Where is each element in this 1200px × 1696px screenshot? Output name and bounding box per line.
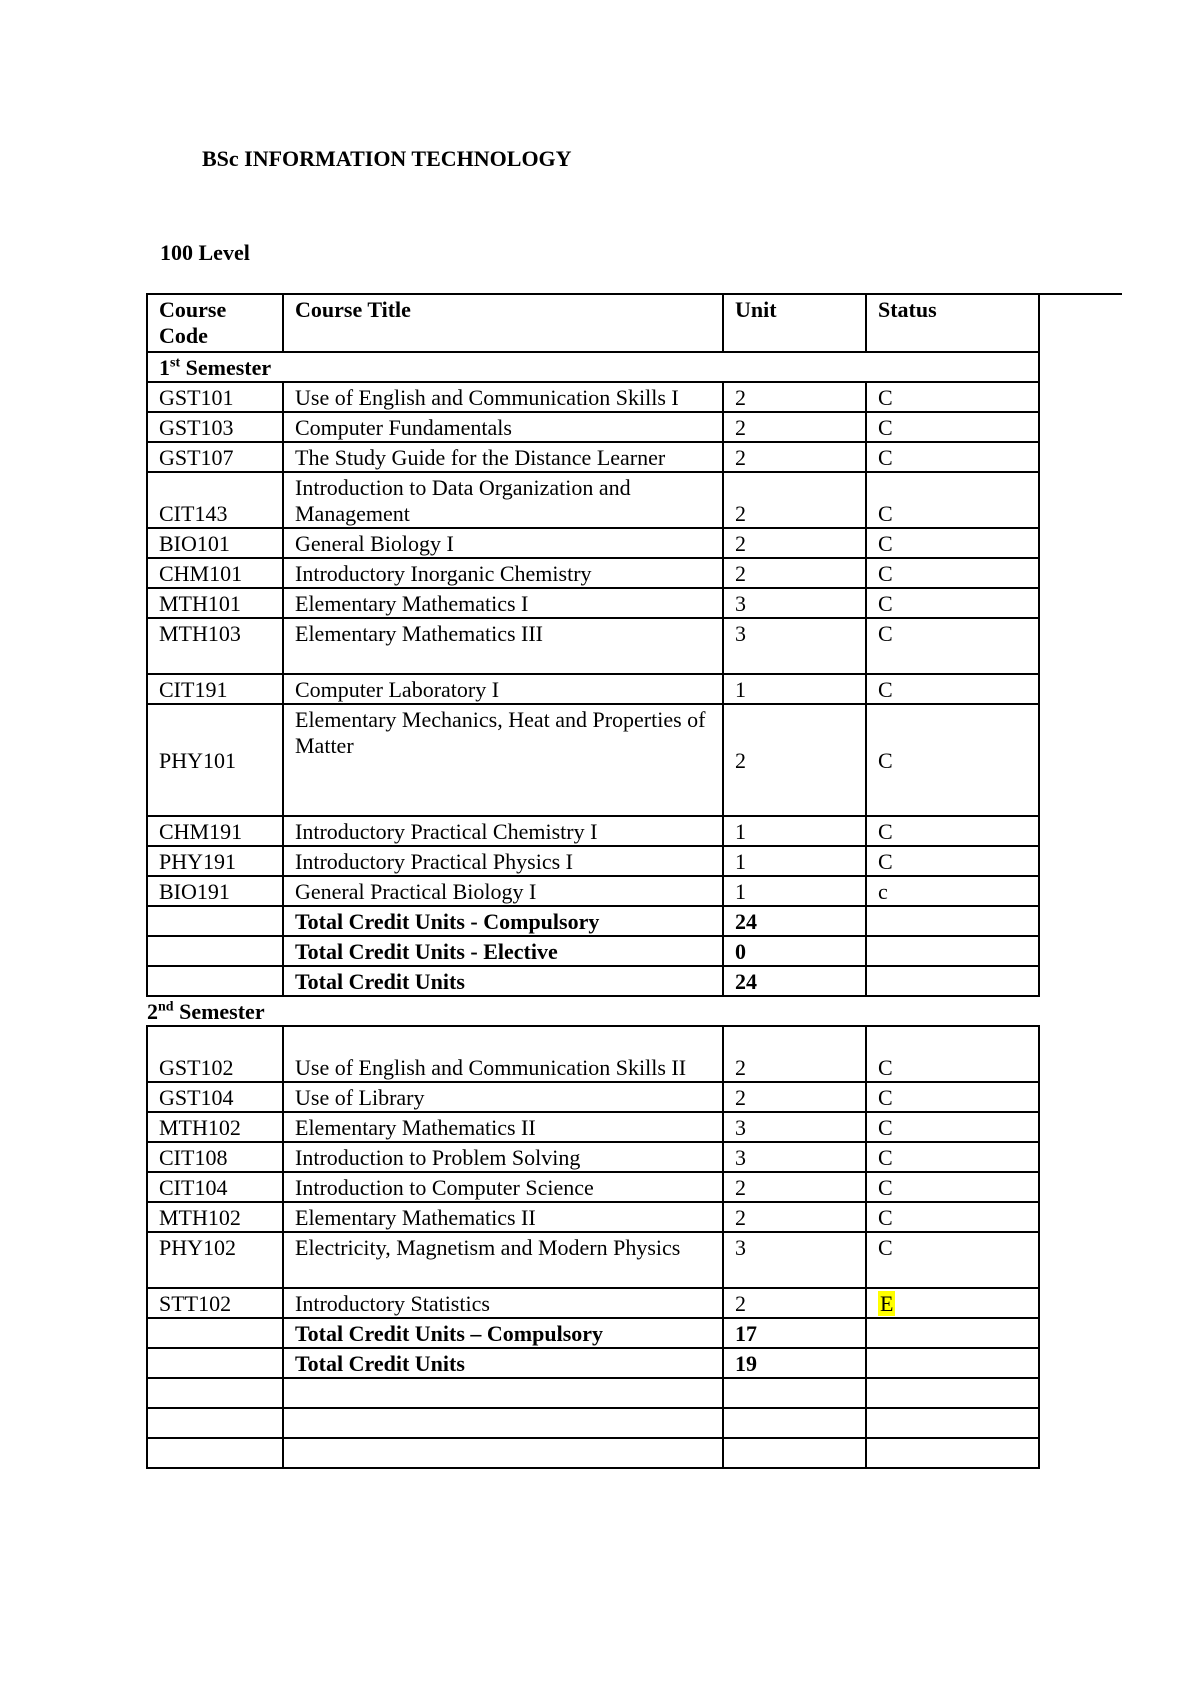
course-unit: 1	[723, 876, 866, 906]
course-code: BIO101	[147, 528, 283, 558]
empty-cell	[283, 1408, 723, 1438]
course-code: CIT191	[147, 674, 283, 704]
course-code: PHY101	[147, 704, 283, 816]
table-row	[147, 382, 1039, 412]
course-code: GST102	[147, 1026, 283, 1082]
empty-cell	[147, 1438, 283, 1468]
elective-status-highlight: E	[880, 1291, 894, 1316]
course-status: C	[866, 1232, 1039, 1288]
course-status	[866, 1288, 1039, 1318]
table-row	[147, 816, 1039, 846]
total-empty-cell	[866, 1318, 1039, 1348]
course-code: CHM101	[147, 558, 283, 588]
table-row	[147, 588, 1039, 618]
empty-cell	[723, 1378, 866, 1408]
empty-cell	[147, 1408, 283, 1438]
course-title: The Study Guide for the Distance Learner	[283, 442, 723, 472]
total-label: Total Credit Units - Elective	[283, 936, 723, 966]
course-unit: 3	[723, 618, 866, 674]
empty-cell	[283, 1378, 723, 1408]
course-code: PHY191	[147, 846, 283, 876]
course-unit: 2	[723, 1082, 866, 1112]
total-row	[147, 936, 1039, 966]
course-title: Use of English and Communication Skills I	[283, 382, 723, 412]
course-status: C	[866, 1082, 1039, 1112]
course-title: Introductory Inorganic Chemistry	[283, 558, 723, 588]
total-label: Total Credit Units - Compulsory	[283, 906, 723, 936]
total-empty-cell	[866, 906, 1039, 936]
course-status: C	[866, 816, 1039, 846]
table-row	[147, 1026, 1039, 1082]
course-status: C	[866, 442, 1039, 472]
course-status: C	[866, 846, 1039, 876]
course-code: CIT143	[147, 472, 283, 528]
table-row	[147, 618, 1039, 674]
course-code: GST103	[147, 412, 283, 442]
course-status: C	[866, 382, 1039, 412]
course-title: Use of Library	[283, 1082, 723, 1112]
course-unit: 2	[723, 1202, 866, 1232]
total-value: 24	[723, 906, 866, 936]
total-empty-cell	[147, 966, 283, 996]
semester-1-row	[147, 352, 1039, 382]
course-title: General Practical Biology I	[283, 876, 723, 906]
total-label: Total Credit Units	[283, 966, 723, 996]
table-row	[147, 1112, 1039, 1142]
course-code: MTH103	[147, 618, 283, 674]
total-label: Total Credit Units	[283, 1348, 723, 1378]
course-title: Electricity, Magnetism and Modern Physics	[283, 1232, 723, 1288]
course-unit: 2	[723, 382, 866, 412]
course-code: MTH101	[147, 588, 283, 618]
course-code: GST107	[147, 442, 283, 472]
table-row	[147, 1142, 1039, 1172]
table-row	[147, 1172, 1039, 1202]
course-unit: 2	[723, 1026, 866, 1082]
course-title: Computer Laboratory I	[283, 674, 723, 704]
empty-cell	[866, 1438, 1039, 1468]
semester-2-label: 2nd Semester	[147, 996, 1039, 1026]
course-unit: 2	[723, 558, 866, 588]
course-code: GST101	[147, 382, 283, 412]
course-unit: 2	[723, 442, 866, 472]
course-title: Elementary Mathematics I	[283, 588, 723, 618]
total-empty-cell	[866, 966, 1039, 996]
course-title: Introductory Practical Chemistry I	[283, 816, 723, 846]
course-title: Introductory Practical Physics I	[283, 846, 723, 876]
course-status: c	[866, 876, 1039, 906]
course-status: C	[866, 412, 1039, 442]
table-header-row	[147, 294, 1039, 352]
empty-cell	[147, 1378, 283, 1408]
header-status: Status	[866, 294, 1039, 352]
level-heading: 100 Level	[160, 240, 250, 265]
course-title: Introduction to Computer Science	[283, 1172, 723, 1202]
table-row	[147, 1082, 1039, 1112]
table-row	[147, 1288, 1039, 1318]
course-status: C	[866, 472, 1039, 528]
course-unit: 3	[723, 1142, 866, 1172]
total-empty-cell	[866, 936, 1039, 966]
course-code: MTH102	[147, 1112, 283, 1142]
course-unit: 1	[723, 816, 866, 846]
course-status: C	[866, 1142, 1039, 1172]
total-row	[147, 966, 1039, 996]
course-status: C	[866, 1172, 1039, 1202]
total-value: 19	[723, 1348, 866, 1378]
empty-row	[147, 1438, 1039, 1468]
course-title: Elementary Mathematics II	[283, 1112, 723, 1142]
course-status: C	[866, 704, 1039, 816]
course-title: Introductory Statistics	[283, 1288, 723, 1318]
course-title: General Biology I	[283, 528, 723, 558]
total-value: 0	[723, 936, 866, 966]
empty-cell	[866, 1378, 1039, 1408]
course-title: Introduction to Data Organization and Management	[283, 472, 723, 528]
total-empty-cell	[147, 936, 283, 966]
total-empty-cell	[147, 1348, 283, 1378]
course-unit: 3	[723, 1232, 866, 1288]
course-title: Elementary Mathematics III	[283, 618, 723, 674]
header-rule-extension	[1036, 293, 1122, 295]
table-row	[147, 412, 1039, 442]
header-unit: Unit	[723, 294, 866, 352]
course-unit: 2	[723, 528, 866, 558]
course-code: GST104	[147, 1082, 283, 1112]
course-code: CIT104	[147, 1172, 283, 1202]
table-row	[147, 528, 1039, 558]
total-empty-cell	[866, 1348, 1039, 1378]
empty-cell	[283, 1438, 723, 1468]
course-table	[146, 293, 1040, 1469]
table-row	[147, 1202, 1039, 1232]
course-status: C	[866, 1202, 1039, 1232]
course-unit: 2	[723, 1172, 866, 1202]
course-status: C	[866, 674, 1039, 704]
empty-cell	[723, 1438, 866, 1468]
table-row	[147, 442, 1039, 472]
total-value: 17	[723, 1318, 866, 1348]
course-unit: 3	[723, 588, 866, 618]
course-title: Elementary Mechanics, Heat and Properties of Matter	[283, 704, 723, 816]
course-unit: 2	[723, 1288, 866, 1318]
course-unit: 2	[723, 472, 866, 528]
course-status: C	[866, 558, 1039, 588]
course-code: CHM191	[147, 816, 283, 846]
empty-row	[147, 1378, 1039, 1408]
total-empty-cell	[147, 906, 283, 936]
document-title: BSc INFORMATION TECHNOLOGY	[202, 146, 572, 171]
course-unit: 2	[723, 704, 866, 816]
course-status: C	[866, 1026, 1039, 1082]
course-title: Elementary Mathematics II	[283, 1202, 723, 1232]
course-status: C	[866, 618, 1039, 674]
course-title: Use of English and Communication Skills II	[283, 1026, 723, 1082]
course-title: Introduction to Problem Solving	[283, 1142, 723, 1172]
empty-cell	[723, 1408, 866, 1438]
table-row	[147, 558, 1039, 588]
total-label: Total Credit Units – Compulsory	[283, 1318, 723, 1348]
total-empty-cell	[147, 1318, 283, 1348]
total-row	[147, 1318, 1039, 1348]
table-row	[147, 704, 1039, 816]
total-row	[147, 1348, 1039, 1378]
course-status: C	[866, 588, 1039, 618]
semester-2-row	[147, 996, 1039, 1026]
empty-row	[147, 1408, 1039, 1438]
table-row	[147, 472, 1039, 528]
course-code: MTH102	[147, 1202, 283, 1232]
header-course-code: Course Code	[147, 294, 283, 352]
course-code: CIT108	[147, 1142, 283, 1172]
course-unit: 3	[723, 1112, 866, 1142]
total-row	[147, 906, 1039, 936]
course-unit: 1	[723, 674, 866, 704]
table-row	[147, 876, 1039, 906]
table-row	[147, 674, 1039, 704]
course-code: STT102	[147, 1288, 283, 1318]
semester-1-label: 1st Semester	[147, 352, 1039, 382]
empty-cell	[866, 1408, 1039, 1438]
course-unit: 2	[723, 412, 866, 442]
course-title: Computer Fundamentals	[283, 412, 723, 442]
table-row	[147, 1232, 1039, 1288]
course-code: PHY102	[147, 1232, 283, 1288]
course-unit: 1	[723, 846, 866, 876]
header-course-title: Course Title	[283, 294, 723, 352]
total-value: 24	[723, 966, 866, 996]
course-code: BIO191	[147, 876, 283, 906]
table-row	[147, 846, 1039, 876]
course-status: C	[866, 528, 1039, 558]
course-status: C	[866, 1112, 1039, 1142]
